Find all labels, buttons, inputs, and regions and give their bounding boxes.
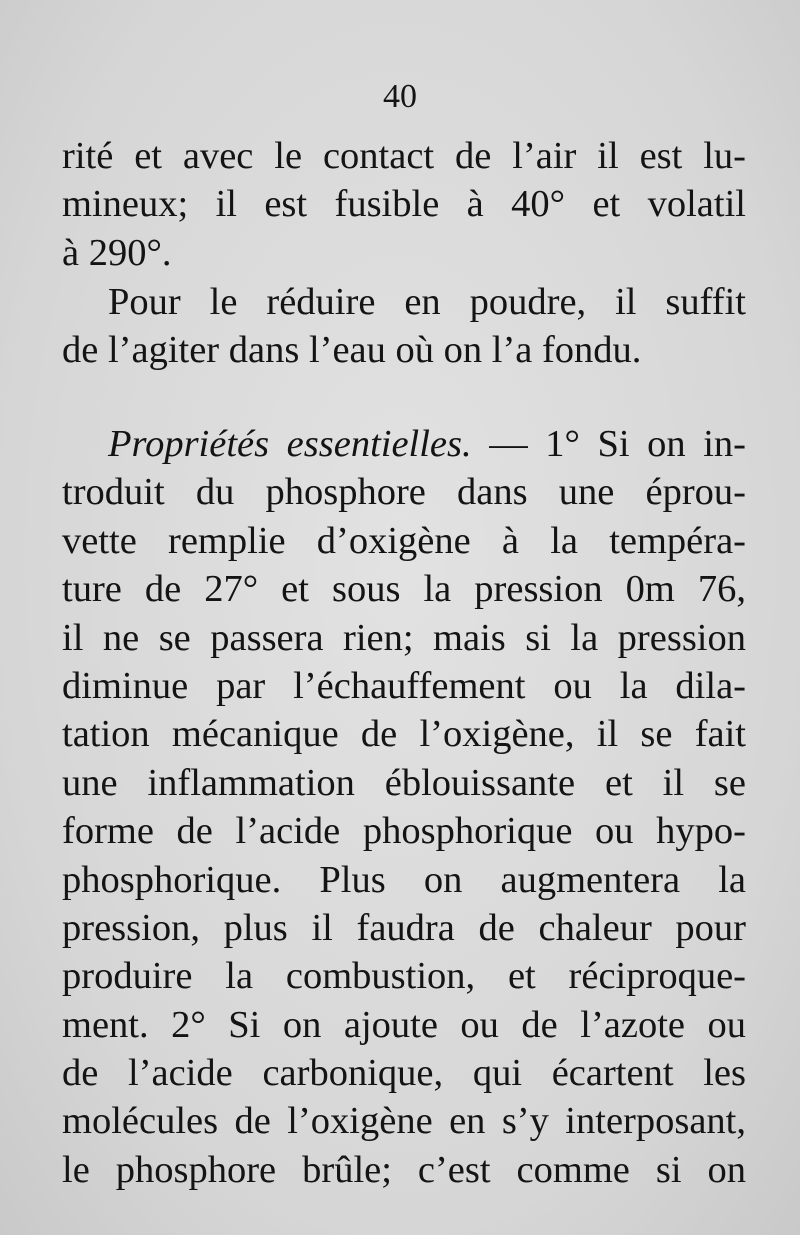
text-line: ment. 2° Si on ajoute ou de l’azote ou	[62, 1003, 746, 1046]
text-line-heading	[62, 420, 746, 468]
section-heading: Propriétés essentielles.	[108, 423, 472, 465]
text-line: de l’acide carbonique, qui écartent les	[62, 1052, 746, 1095]
text-line: produire la combustion, et réciproque-	[62, 955, 746, 998]
text-line: tation mécanique de l’oxigène, il se fait	[62, 713, 746, 756]
text-line: Pour le réduire en poudre, il suffit	[108, 281, 746, 323]
text-line: diminue par l’échauffement ou la dila-	[62, 664, 746, 707]
text-line: pression, plus il faudra de chaleur pour	[62, 906, 746, 949]
text-line: vette remplie d’oxigène à la tempéra-	[62, 519, 746, 562]
text-line: mineux; il est fusible à 40° et volatil	[62, 183, 746, 226]
heading-line-rest: — 1° Si on in-	[471, 423, 746, 465]
paragraph-continuation	[62, 132, 746, 277]
page-number: 40	[383, 78, 417, 115]
text-line: rité et avec le contact de l’air il est lu-	[62, 135, 746, 177]
text-line: le phosphore brûle; c’est comme si on	[62, 1148, 746, 1191]
text-line: il ne se passera rien; mais si la pression	[62, 616, 746, 659]
paragraph-properties	[62, 420, 746, 1194]
text-line: ture de 27° et sous la pression 0m 76,	[62, 568, 746, 611]
text-line: de l’agiter dans l’eau où on l’a fondu.	[62, 329, 642, 372]
paragraph-powder	[62, 278, 746, 375]
text-line: molécules de l’oxigène en s’y interposant,	[62, 1100, 746, 1143]
text-line: forme de l’acide phosphorique ou hypo-	[62, 810, 746, 853]
text-line: à 290°.	[62, 231, 172, 274]
text-line: phosphorique. Plus on augmentera la	[62, 858, 746, 901]
text-line: une inflammation éblouissante et il se	[62, 761, 746, 804]
text-line: troduit du phosphore dans une éprou-	[62, 471, 746, 514]
